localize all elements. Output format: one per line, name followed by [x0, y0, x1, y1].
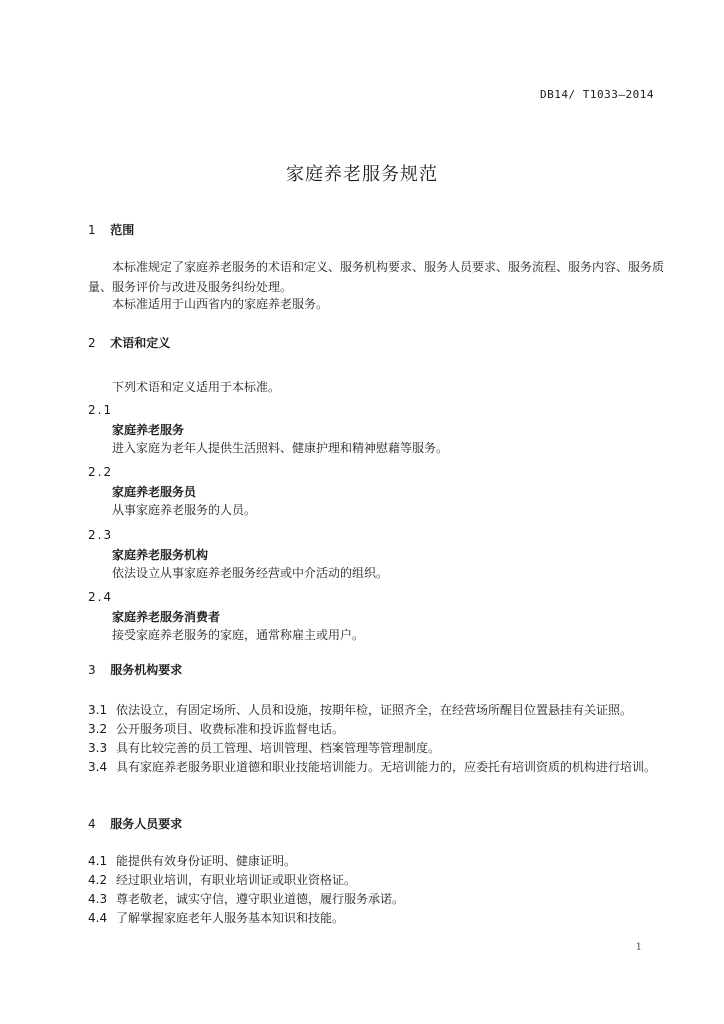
clause-number: 3.1 — [88, 703, 108, 717]
section-heading-4 — [88, 815, 182, 832]
section-number: 1 — [88, 223, 96, 237]
section-title: 服务人员要求 — [110, 817, 183, 831]
clause-text: 公开服务项目、收费标准和投诉监督电话。 — [116, 722, 345, 736]
term-name: 家庭养老服务 — [112, 423, 185, 437]
clause-item — [88, 908, 668, 928]
terms-intro: 下列术语和定义适用于本标准。 — [112, 380, 281, 394]
section-number: 3 — [88, 663, 96, 677]
standard-code: DB14/ T1033—2014 — [540, 88, 654, 101]
term-definition: 依法设立从事家庭养老服务经营或中介活动的组织。 — [112, 566, 389, 580]
term-name: 家庭养老服务机构 — [112, 548, 209, 562]
term-number: 2.3 — [88, 528, 114, 542]
term-definition: 从事家庭养老服务的人员。 — [112, 503, 257, 517]
term-definition: 进入家庭为老年人提供生活照料、健康护理和精神慰藉等服务。 — [112, 441, 449, 455]
clause-number: 4.3 — [88, 892, 108, 906]
term-name: 家庭养老服务消费者 — [112, 610, 221, 624]
section-heading-3 — [88, 661, 182, 678]
section-number: 2 — [88, 336, 96, 350]
term-number: 2.1 — [88, 403, 114, 417]
section-title: 范围 — [110, 223, 135, 237]
clause-item — [88, 700, 668, 720]
term-definition: 接受家庭养老服务的家庭，通常称雇主或用户。 — [112, 628, 365, 642]
clause-text: 能提供有效身份证明、健康证明。 — [116, 854, 297, 868]
clause-item — [88, 889, 668, 909]
clause-number: 3.3 — [88, 741, 108, 755]
term-name: 家庭养老服务员 — [112, 485, 197, 499]
clause-number: 4.2 — [88, 873, 108, 887]
clause-item — [88, 757, 668, 777]
clause-text: 依法设立，有固定场所、人员和设施，按期年检，证照齐全，在经营场所醒目位置悬挂有关证照。 — [116, 703, 633, 717]
clause-item — [88, 851, 668, 871]
section-number: 4 — [88, 817, 96, 831]
clause-text: 具有家庭养老服务职业道德和职业技能培训能力。无培训能力的，应委托有培训资质的机构进行培训。 — [116, 760, 657, 774]
section-heading-1 — [88, 221, 134, 238]
clause-item — [88, 870, 668, 890]
term-number: 2.2 — [88, 465, 114, 479]
clause-item — [88, 738, 668, 758]
clause-number: 4.1 — [88, 854, 108, 868]
clause-number: 3.4 — [88, 760, 108, 774]
section-title: 服务机构要求 — [110, 663, 183, 677]
clause-item — [88, 719, 668, 739]
scope-paragraph: 本标准规定了家庭养老服务的术语和定义、服务机构要求、服务人员要求、服务流程、服务内容、服务质量、服务评价与改进及服务纠纷处理。 — [88, 260, 665, 294]
clause-text: 具有比较完善的员工管理、培训管理、档案管理等管理制度。 — [116, 741, 441, 755]
term-number: 2.4 — [88, 590, 114, 604]
clause-text: 经过职业培训，有职业培训证或职业资格证。 — [116, 873, 357, 887]
document-title: 家庭养老服务规范 — [286, 164, 438, 185]
section-title: 术语和定义 — [110, 336, 171, 350]
clause-number: 4.4 — [88, 911, 108, 925]
clause-text: 了解掌握家庭老年人服务基本知识和技能。 — [116, 911, 345, 925]
clause-text: 尊老敬老，诚实守信，遵守职业道德，履行服务承诺。 — [116, 892, 405, 906]
page-number: 1 — [635, 942, 642, 953]
clause-number: 3.2 — [88, 722, 108, 736]
scope-applicability: 本标准适用于山西省内的家庭养老服务。 — [112, 297, 329, 311]
section-heading-2 — [88, 334, 170, 351]
